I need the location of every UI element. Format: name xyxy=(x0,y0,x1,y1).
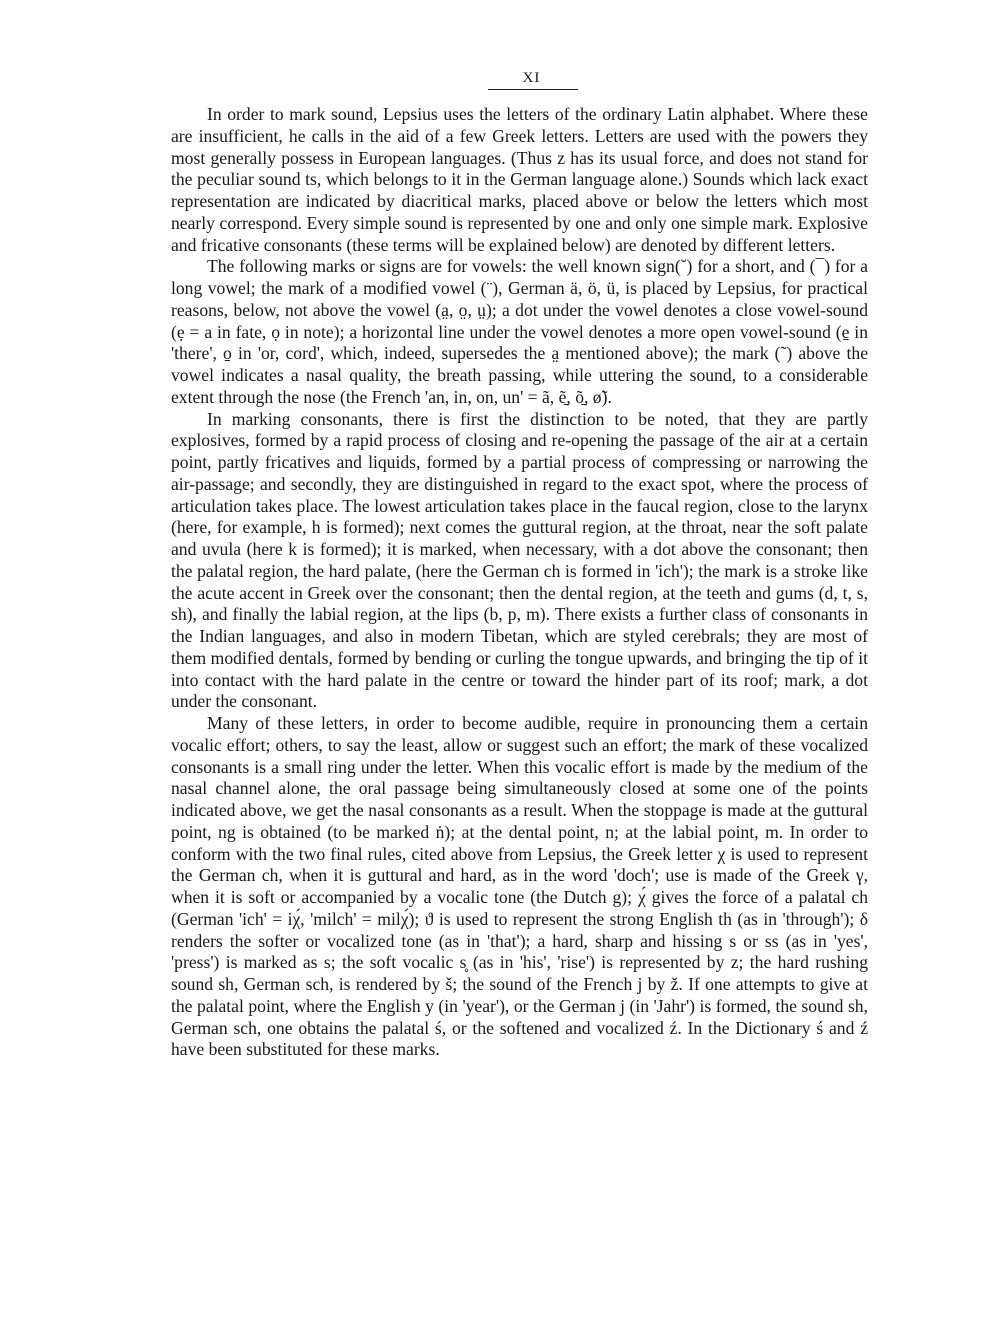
paragraph-vowel-marks: The following marks or signs are for vowels: the well known sign(˘) for a short, and (¯) for a long vowel; the mark of a modified vowel (¨), German ä, ö, ü, is placed by Lepsius, for practical reasons, below, not above the vowel (a̤, o̤, ṳ); a dot under the vowel denotes a close vowel-sound (ẹ = a in fate, ọ in note); a horizontal line under the vowel denotes a more open vowel-sound (e̱ in 'there', o̱ in 'or, cord', which, indeed, supersedes the a̤ mentioned above); the mark (˜) above the vowel indicates a nasal quality, the breath passing, while uttering the sound, to a considerable extent through the nose (the French 'an, in, on, un' = ã, ẽ̱, õ̱, ø̃). xyxy=(171,256,868,407)
paragraph-consonants: In marking consonants, there is first the distinction to be noted, that they are partly explosives, formed by a rapid process of closing and re-opening the passage of the air at a certain point, partly fricatives and liquids, formed by a partial process of compressing or narrowing the air-passage; and secondly, they are distinguished in regard to the exact spot, where the process of articulation takes place. The lowest articulation takes place in the faucal region, close to the larynx (here, for example, h is formed); next comes the guttural region, at the throat, near the soft palate and uvula (here k is formed); it is marked, when necessary, with a dot above the consonant; then the palatal region, the hard palate, (here the German ch is formed in 'ich'); the mark is a stroke like the acute accent in Greek over the consonant; then the dental region, at the teeth and gums (d, t, s, sh), and finally the labial region, at the lips (b, p, m). There exists a further class of consonants in the Indian languages, and also in modern Tibetan, which are styled cerebrals; they are most of them modified dentals, formed by bending or curling the tongue upwards, and bringing the tip of it into contact with the hard palate in the centre or toward the hinder part of its roof; mark, a dot under the consonant. xyxy=(171,408,868,712)
paragraph-notation-intro: In order to mark sound, Lepsius uses the letters of the ordinary Latin alphabet. Where these are insufficient, he calls in the aid of a few Greek letters. Letters are used with the powers they most generally possess in European languages. (Thus z has its usual force, and does not stand for the peculiar sound ts, which belongs to it in the German language alone.) Sounds which lack exact representation are indicated by diacritical marks, placed above or below the letters which most nearly correspond. Every simple sound is represented by one and only one simple mark. Explosive and fricative consonants (these terms will be explained below) are denoted by different letters. xyxy=(171,104,868,255)
page-number: XI xyxy=(522,70,541,86)
page-number-rule xyxy=(488,89,578,90)
paragraph-vocalized-consonants: Many of these letters, in order to become audible, require in pronouncing them a certain vocalic effort; others, to say the least, allow or suggest such an effort; the mark of these vocalized consonants is a small ring under the letter. When this vocalic effort is made by the medium of the nasal channel alone, the oral passage being simultaneously closed at some one of the points indicated above, we get the nasal consonants as a result. When the stoppage is made at the guttural point, ng is obtained (to be marked ṅ); at the dental point, n; at the labial point, m. In order to conform with the two final rules, cited above from Lepsius, the Greek letter χ is used to represent the German ch, when it is guttural and hard, as in the word 'doch'; use is made of the Greek γ, when it is soft or accompanied by a vocalic tone (the Dutch g); χ́ gives the force of a palatal ch (German 'ich' = iχ́, 'milch' = milχ́); ϑ is used to represent the strong English th (as in 'through'); δ renders the softer or vocalized tone (as in 'that'); a hard, sharp and hissing s or ss (as in 'yes', 'press') is marked as s; the soft vocalic s̥ (as in 'his', 'rise') is represented by z; the hard rushing sound sh, German sch, is rendered by š; the sound of the French j by ž. If one attempts to give at the palatal point, where the English y (in 'year'), or the German j (in 'Jahr') is formed, the sound sh, German sch, one obtains the palatal ś, or the softened and vocalized ź. In the Dictionary ś and ź have been substituted for these marks. xyxy=(171,713,868,1060)
book-page xyxy=(171,70,868,1061)
